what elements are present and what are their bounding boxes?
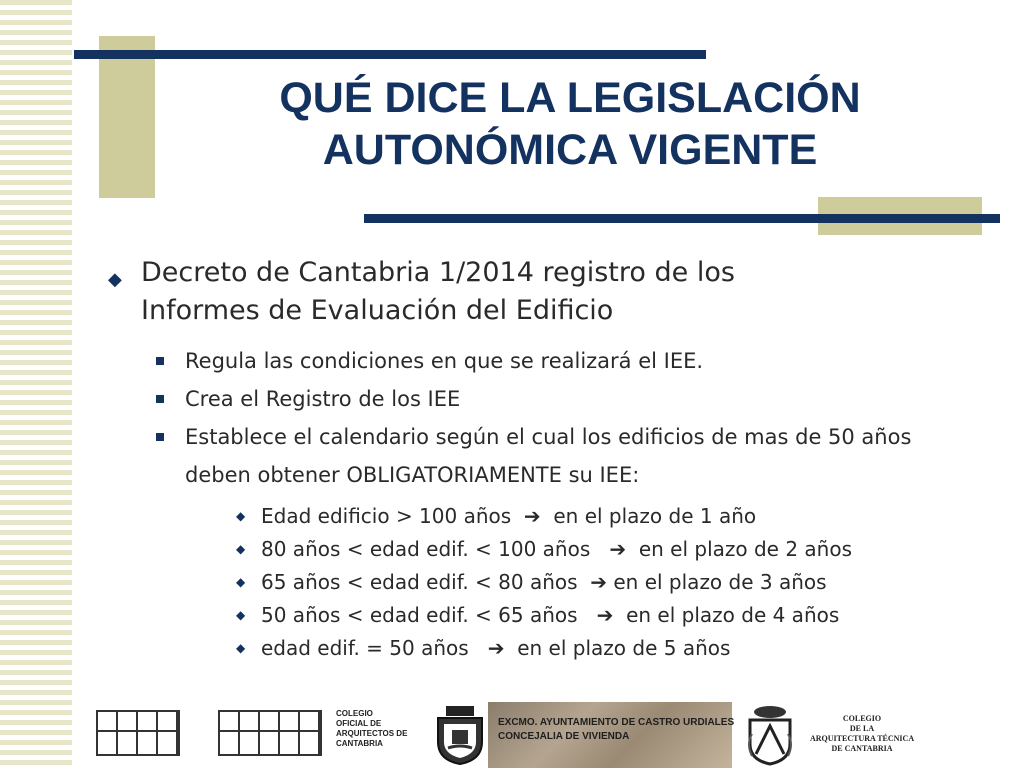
deadline-text: edad edif. = 50 años ➔ en el plazo de 5 años: [261, 636, 731, 660]
diamond-bullet-icon: ◆: [236, 641, 246, 655]
diamond-bullet-icon: ◆: [236, 608, 246, 622]
deadline-text: 80 años < edad edif. < 100 años ➔ en el plazo de 2 años: [261, 537, 852, 561]
diamond-bullet-icon: ◆: [236, 575, 246, 589]
ayuntamiento-name: EXCMO. AYUNTAMIENTO DE CASTRO URDIALES: [498, 717, 735, 728]
diamond-bullet-icon: ◆: [108, 269, 122, 290]
sub-bullet-text: Establece el calendario según el cual los edificios de mas de 50 años: [185, 425, 912, 449]
diamond-bullet-icon: ◆: [236, 509, 246, 523]
castro-urdiales-crest-icon: [432, 704, 488, 766]
coat-crest-icon: [742, 704, 798, 766]
diamond-bullet-icon: ◆: [236, 542, 246, 556]
coac-logo-text: COLEGIO OFICIAL DE ARQUITECTOS DE CANTABRIA: [336, 709, 408, 748]
deadline-text: 65 años < edad edif. < 80 años ➔ en el plazo de 3 años: [261, 570, 827, 594]
square-bullet-icon: [156, 433, 164, 441]
title-bottom-rule: [364, 214, 1000, 223]
left-striped-margin: [0, 0, 72, 768]
coac-building-logo-2: [218, 710, 322, 756]
title-line-1: QUÉ DICE LA LEGISLACIÓN: [279, 74, 861, 122]
sub-bullet-text: Crea el Registro de los IEE: [185, 387, 461, 411]
square-bullet-icon: [156, 357, 164, 365]
concejalia-name: CONCEJALIA DE VIVIENDA: [498, 731, 630, 742]
top-rule: [74, 50, 706, 59]
ayuntamiento-text: [498, 716, 734, 744]
coac-building-logo: [96, 710, 180, 756]
main-bullet-line-2: Informes de Evaluación del Edificio: [141, 295, 614, 326]
coat-logo-text: COLEGIO DE LA ARQUITECTURA TÉCNICA DE CANTABRIA: [810, 714, 915, 753]
decorative-tan-block: [99, 36, 155, 198]
title-line-2: AUTONÓMICA VIGENTE: [322, 126, 818, 174]
deadline-text: Edad edificio > 100 años ➔ en el plazo de 1 año: [261, 504, 757, 528]
square-bullet-icon: [156, 395, 164, 403]
footer-logos: [0, 700, 1024, 768]
slide-title: [170, 72, 970, 176]
ayuntamiento-banner: [488, 702, 735, 768]
main-bullet-line-1: Decreto de Cantabria 1/2014 registro de los: [141, 257, 735, 288]
sub-bullet-text: Regula las condiciones en que se realizará el IEE.: [185, 349, 704, 373]
sub-bullet-text: deben obtener OBLIGATORIAMENTE su IEE:: [185, 463, 640, 487]
deadline-text: 50 años < edad edif. < 65 años ➔ en el plazo de 4 años: [261, 603, 840, 627]
